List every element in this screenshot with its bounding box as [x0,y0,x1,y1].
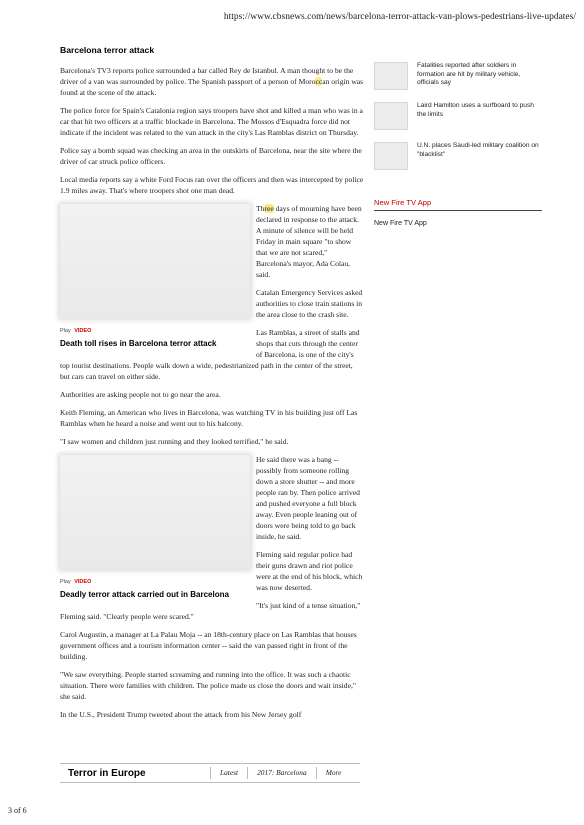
page-url: https://www.cbsnews.com/news/barcelona-terror-attack-van-plows-pedestrians-live-updates/ [223,12,576,22]
paragraph-11: He said there was a bang -- possibly from someone rolling down a store shutter -- and more people ran by. Then police arrived and pushed everyone a full block away. Even people leaning out of doors were being told to go back inside, he said. [256,455,360,541]
sidebar-thumbnail[interactable] [374,62,408,90]
page-number: 3 of 6 [8,806,27,815]
sidebar-thumbnail[interactable] [374,102,408,130]
video-thumbnail[interactable] [60,455,250,569]
sidebar-item[interactable] [374,142,542,182]
sidebar-section-header[interactable]: New Fire TV App [374,198,542,211]
paragraph-15: "We saw everything. People started screaming and running into the office. It was such a chaotic situation. There were families with children. The police made us close the doors and wait inside," she said. [60,670,356,701]
article-headline: Barcelona terror attack [60,45,155,55]
sidebar-item-text[interactable]: Laird Hamilton uses a surfboard to push the limits [417,102,534,118]
paragraph-16: In the U.S., President Trump tweeted about the attack from his New Jersey golf [60,710,302,719]
paragraph-4: Local media reports say a white Ford Focus ran over the officers and then was intercepted by police 1.9 miles away. That's where troopers shot one man dead. [60,175,364,195]
sidebar-item-text[interactable]: Fatalities reported after soldiers in formation are hit by military vehicle, officials say [417,62,521,87]
topic-title[interactable]: Terror in Europe [68,767,146,779]
paragraph-1-a: Barcelona's TV3 reports police surrounded a bar called Rey de Istanbul. A man thought to be the driver of a van was surrounded by police. The Spanish passport of a person of Moro [60,66,354,86]
paragraph-8: Authorities are asking people not to go near the area. [60,390,221,399]
footer-link-barcelona[interactable]: 2017: Barcelona [247,767,316,779]
play-label[interactable]: Play [60,579,71,585]
video-tag: VIDEO [74,328,92,334]
sidebar-item[interactable] [374,62,542,102]
video-meta [60,326,250,337]
footer-link-more[interactable]: More [316,767,351,779]
article-body [60,45,364,727]
sidebar-thumbnail[interactable] [374,142,408,170]
paragraph-6: Catalan Emergency Services asked authorities to close train stations in the area close to the crash site. [256,288,363,319]
paragraph-13: "It's just kind of a tense situation," Fleming said. "Clearly people were scared." [60,601,361,621]
paragraph-14: Carol Augustin, a manager at La Palau Moja -- an 18th-century place on Las Ramblas that houses government offices and a tourism information center -- said the van passed right in front of the building. [60,630,357,661]
search-highlight: ree [264,204,274,213]
sidebar-item-text[interactable]: U.N. places Saudi-led military coalition on "blacklist" [417,142,539,158]
video-embed-1[interactable] [60,203,250,349]
paragraph-1-b: an origin was found at the scene of the attack. [60,77,364,97]
video-embed-2[interactable] [60,454,250,600]
paragraph-12: Fleming said regular police had their guns drawn and riot police were at the end of his block, which was now deserted. [256,550,363,592]
sidebar-item[interactable] [374,102,542,142]
video-tag: VIDEO [74,579,92,585]
paragraph-5-b: days of mourning have been declared in response to the attack. A minute of silence will be held Friday in main square "to show that we are not scared," Barcelona's mayor, Ada Colau, said. [256,204,362,279]
paragraph-3: Police say a bomb squad was checking an area in the outskirts of Barcelona, near the site where the driver of car struck police officers. [60,146,362,166]
footer-link-latest[interactable]: Latest [210,767,247,779]
play-label[interactable]: Play [60,328,71,334]
sidebar-app-link[interactable]: New Fire TV App [374,220,427,227]
video-meta [60,577,250,588]
video-title[interactable]: Deadly terror attack carried out in Barcelona [60,590,229,599]
paragraph-10: "I saw women and children just running and they looked terrified," he said. [60,437,289,446]
paragraph-2: The police force for Spain's Catalonia region says troopers have shot and killed a man who was in a car that hit two officers at a traffic blockade in Barcelona. The Mossos d'Esquadra force did not indicate if the incident was related to the van attack in the city's Las Ramblas district on Thursday. [60,106,363,137]
topic-footer-bar [60,763,360,783]
paragraph-5-a: Th [256,204,265,213]
video-title[interactable]: Death toll rises in Barcelona terror attack [60,339,217,348]
video-thumbnail[interactable] [60,204,250,318]
sidebar [374,62,542,227]
search-highlight: cc [315,77,323,86]
paragraph-9: Keith Fleming, an American who lives in Barcelona, was watching TV in his building just off Las Ramblas when he heard a noise and went out to his balcony. [60,408,358,428]
paragraph-7: Las Ramblas, a street of stalls and shops that cuts through the center of Barcelona, is one of the city's top tourist destinations. People walk down a wide, pedestrianized path in the center of the street, but cars can travel on either side. [60,328,360,381]
paragraph-1 [60,65,364,98]
